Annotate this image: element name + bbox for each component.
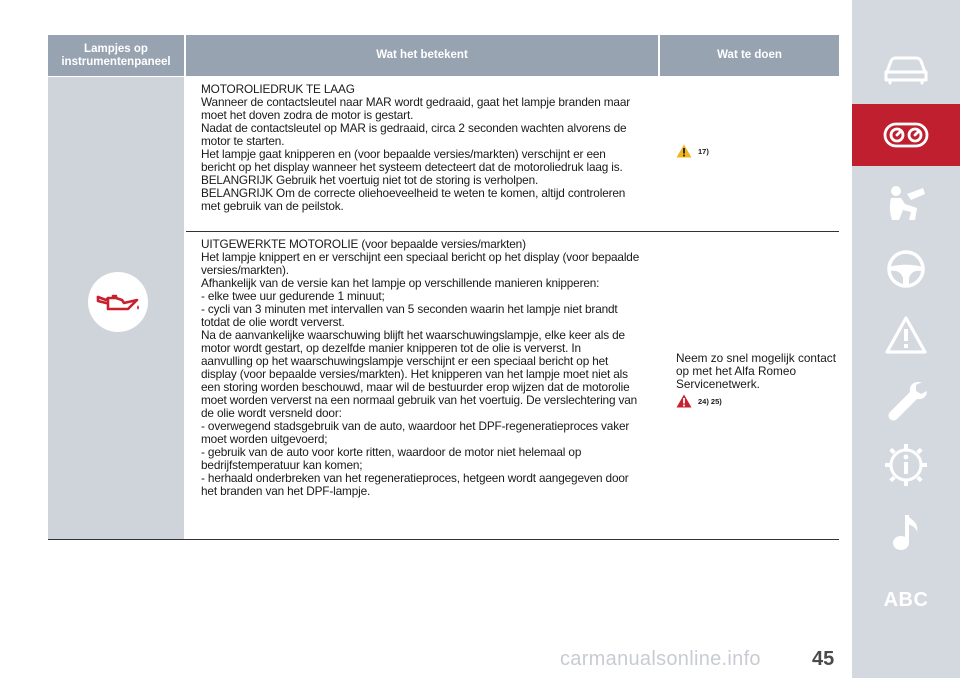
oil-can-icon (94, 289, 142, 315)
text-line: de olie wordt versneld door: (201, 406, 342, 420)
wrench-icon (884, 379, 928, 423)
text-line: Het lampje gaat knipperen en (voor bepaalde versies/markten) verschijnt er een (201, 147, 606, 161)
text-line: totdat de olie wordt ververst. (201, 315, 345, 329)
sidebar-item-car[interactable] (852, 42, 960, 98)
text-line: display (voor bepaalde versies/markten). Het knipperen van het lampje moet niet als (201, 367, 628, 381)
text-line: een storing worden beschouwd, maar wil de bestuurder erop wijzen dat de motorolie (201, 380, 630, 394)
header-action (660, 35, 839, 76)
sidebar-item-driving[interactable] (852, 240, 960, 298)
header-meaning-label: Wat het betekent (376, 49, 468, 61)
text-line: op met het Alfa Romeo (676, 364, 797, 378)
text-line: Afhankelijk van de versie kan het lampje op verschillende manieren knipperen: (201, 276, 600, 290)
header-action-label: Wat te doen (717, 49, 782, 61)
row-oil-pressure-warning (676, 144, 709, 158)
text-line: Neem zo snel mogelijk contact (676, 351, 836, 365)
text-line: Nadat de contactsleutel op MAR is gedraaid, circa 2 seconden wachten alvorens de (201, 121, 627, 135)
text-line: - cycli van 3 minuten met intervallen van 5 seconden waarin het lampje niet brandt (201, 302, 618, 316)
row-oil-pressure-description (201, 83, 661, 213)
sidebar-item-emergency[interactable] (852, 306, 960, 364)
text-line: versies/markten). (201, 263, 289, 277)
text-line: moet worden uitgevoerd; (201, 432, 328, 446)
text-line: - herhaald onderbreken van het regeneratieproces, hetgeen wordt aangegeven door (201, 471, 629, 485)
text-line: motor wordt gestart, op dezelfde manier knipperen tot de olie is ververst. In (201, 341, 581, 355)
instrument-panel-icon (883, 122, 929, 148)
text-line: bedrijfstemperatuur kan komen; (201, 458, 363, 472)
steering-wheel-icon (885, 248, 927, 290)
row-divider (186, 231, 839, 232)
header-lamp (48, 35, 184, 76)
text-line: UITGEWERKTE MOTOROLIE (voor bepaalde versies/markten) (201, 237, 526, 251)
info-gear-icon (884, 443, 928, 487)
sidebar-item-safety[interactable] (852, 176, 960, 234)
text-line: met gebruik van de peilstok. (201, 199, 344, 213)
danger-triangle-icon (676, 394, 692, 408)
row-used-oil-action (676, 352, 846, 391)
sidebar-item-multimedia[interactable] (852, 504, 960, 562)
header-meaning (186, 35, 658, 76)
text-line: - elke twee uur gedurende 1 minuut; (201, 289, 385, 303)
text-line: - gebruik van de auto voor korte ritten, waardoor de motor niet helemaal op (201, 445, 582, 459)
warning-reference: 17) (698, 146, 709, 156)
lamp-badge (88, 272, 148, 332)
music-note-icon (889, 512, 923, 554)
header-lamp-label: Lampjes op instrumentenpaneel (61, 42, 171, 68)
text-line: BELANGRIJK Gebruik het voertuig niet tot de storing is verholpen. (201, 173, 539, 187)
table-bottom-rule (48, 539, 839, 540)
row-used-oil-warning (676, 394, 722, 408)
text-line: Na de aanvankelijke waarschuwing blijft het waarschuwingslampje, elke keer als de (201, 328, 625, 342)
sidebar-item-technical-data[interactable] (852, 436, 960, 494)
caution-triangle-icon (676, 144, 692, 158)
text-line: motor te starten. (201, 134, 285, 148)
text-line: Servicenetwerk. (676, 377, 760, 391)
sidebar-item-instrument-panel[interactable] (852, 104, 960, 166)
text-line: Wanneer de contactsleutel naar MAR wordt gedraaid, gaat het lampje branden maar (201, 95, 631, 109)
sidebar-index-label: ABC (883, 588, 929, 611)
text-line: Het lampje knippert en er verschijnt een speciaal bericht op het display (voor bepaalde (201, 250, 640, 264)
page-number: 45 (812, 648, 835, 670)
chapter-sidebar (852, 0, 960, 678)
warning-triangle-icon (884, 315, 928, 355)
row-used-oil-description (201, 238, 661, 498)
watermark: carmanualsonline.info (560, 648, 761, 670)
lamp-cell (48, 77, 184, 539)
sidebar-item-maintenance[interactable] (852, 372, 960, 430)
sidebar-item-index[interactable] (852, 584, 960, 616)
text-line: - overwegend stadsgebruik van de auto, waardoor het DPF-regeneratieproces vaker (201, 419, 630, 433)
text-line: MOTOROLIEDRUK TE LAAG (201, 82, 355, 96)
text-line: moet worden ververst na een normaal gebruik van het voertuig. De verslechtering van (201, 393, 638, 407)
warning-reference: 24) 25) (698, 396, 722, 406)
seat-safety-icon (885, 184, 927, 226)
text-line: bericht op het display wanneer het systeem detecteert dat de motoroliedruk laag is. (201, 160, 623, 174)
text-line: het branden van het DPF-lampje. (201, 484, 371, 498)
text-line: moet het doven zodra de motor is gestart. (201, 108, 414, 122)
text-line: aanvulling op het waarschuwingslampje verschijnt er een speciaal bericht op het (201, 354, 609, 368)
car-icon (884, 55, 928, 85)
text-line: BELANGRIJK Om de correcte oliehoeveelheid te weten te komen, altijd controleren (201, 186, 626, 200)
